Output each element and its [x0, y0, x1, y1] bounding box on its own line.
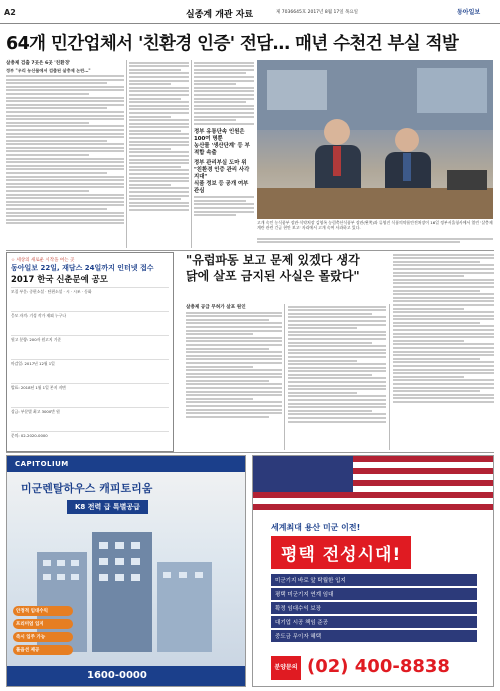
article-byline-2: 살충제 공급 무허가 살포 원인 — [186, 305, 246, 310]
news-photo — [257, 60, 493, 219]
ad-row: 발표: 2018년 1월 1일 본지 지면 — [11, 383, 169, 391]
ad-row: 마감일: 2017년 12월 1일 — [11, 359, 169, 367]
article-text-block — [194, 196, 254, 216]
ad3-bullet-list — [271, 574, 477, 642]
article-text-right — [257, 236, 493, 250]
ad-top-line: ☆ 세상의 새로운 시작을 여는 곳 — [11, 258, 75, 263]
quote-line-2: 닭에 살포 금지된 사실은 몰랐다" — [186, 269, 360, 283]
page-header — [0, 0, 500, 24]
section-divider — [6, 250, 494, 251]
article-column-6 — [393, 252, 494, 450]
ad-row: 상금: 부문별 최고 3000만 원 — [11, 407, 169, 415]
ad-subtitle: 2017 한국 신춘문예 공모 — [11, 274, 108, 284]
ad2-badge: K8 전력 급 특별공급 — [67, 500, 148, 514]
ad2-chip: 프리미엄 입지 — [13, 619, 73, 629]
column-divider — [284, 304, 285, 450]
subheading-1: 정부 유통단속 인원은 100여 명뿐 농산물 '생산단계' 등 부적합 속출 — [194, 128, 250, 156]
ad-divider — [6, 452, 494, 453]
ad2-tagline: 미군렌탈하우스 캐피토리움 — [21, 482, 153, 495]
article-column-1 — [6, 60, 124, 248]
ad2-chip-list — [13, 606, 73, 655]
column-divider — [191, 60, 192, 248]
ad3-small-title: 세계최대 용산 미군 이전! — [271, 523, 361, 532]
quote-line-1: "유럽파동 보고 문제 있겠다 생각 — [186, 253, 360, 267]
ad3-phone-number[interactable]: (02) 400-8838 — [307, 656, 450, 677]
column-divider — [389, 304, 390, 450]
ad3-bullet: 대기업 시공 책임 준공 — [271, 616, 477, 628]
flag-canton — [253, 456, 353, 492]
article-column-3 — [194, 60, 254, 248]
article-lead: 정부 "우리 농산물에서 검출된 살충제 논란…" — [6, 68, 91, 73]
ad3-bullet: 평택 미군기지 연계 임대 — [271, 588, 477, 600]
article-text-block — [6, 75, 124, 224]
photo-caption: 고개 숙인 농식품부 장관·식약처장 김영록 농림축산식품부 장관(왼쪽)과 류영진 식품의약품안전처장이 16일 정부서울청사에서 열린 '살충제 계란 관련 긴급 현안 보고' 자리에서 고개 숙여 사과하고 있다. — [257, 220, 493, 230]
ad-title: 동아일보 22일, 재담스 24일까지 인터넷 접수 — [11, 264, 154, 272]
main-headline: 64개 민간업체서 '친환경 인증' 전담… 매년 수천건 부실 적발 — [6, 34, 459, 54]
pyeongtaek-advertisement[interactable] — [252, 455, 494, 687]
column-divider — [126, 60, 127, 248]
ad2-chip: 풀옵션 제공 — [13, 645, 73, 655]
ad-row: 모집 부문: 중편소설 · 단편소설 · 시 · 시조 · 동화 — [11, 287, 169, 295]
ad3-bullet: 확정 임대수익 보장 — [271, 602, 477, 614]
ad3-main-title: 평택 전성시대! — [271, 536, 411, 569]
article-text-block — [194, 62, 254, 125]
ad3-phone-label: 분양문의 — [271, 656, 301, 680]
ad2-phone[interactable]: 1600-0000 — [87, 670, 147, 681]
page-number: A2 — [4, 8, 16, 17]
issue-meta: 제 7036645호 2017년 8월 17일 목요일 — [276, 10, 359, 15]
ad2-chip: 즉시 입주 가능 — [13, 632, 73, 642]
article-column-2 — [129, 60, 189, 248]
ad3-bullet: 중도금 무이자 혜택 — [271, 630, 477, 642]
section-title: 실종계 개관 자료 — [186, 10, 254, 20]
contest-advertisement[interactable] — [6, 252, 174, 452]
subheading-2: 정부 관리부실 도마 위 "친환경 인증 관리 사각지대" 식품 정보 등 공개 여부 관심 — [194, 159, 250, 194]
article-byline: 살충제 검출 7곳은 6곳 '친환경' — [6, 61, 71, 66]
article-text-block — [129, 62, 189, 211]
ad-brand: CAPITOLIUM — [15, 460, 69, 468]
ad-row: 응모 자격: 기성 작가 제외 누구나 — [11, 311, 169, 319]
capitolium-advertisement[interactable] — [6, 455, 246, 687]
article-column-5 — [288, 304, 386, 450]
ad3-bullet: 미군기지 바로 앞 탁월한 입지 — [271, 574, 477, 586]
ad-row: 문의: 02-2020-0000 — [11, 431, 169, 439]
ad-row: 원고 분량: 200자 원고지 기준 — [11, 335, 169, 343]
ad2-chip: 안정적 임대수익 — [13, 606, 73, 616]
news-photo-illustration — [257, 60, 493, 219]
article-column-4 — [186, 304, 282, 450]
newspaper-logo: 동아일보 — [457, 9, 481, 16]
